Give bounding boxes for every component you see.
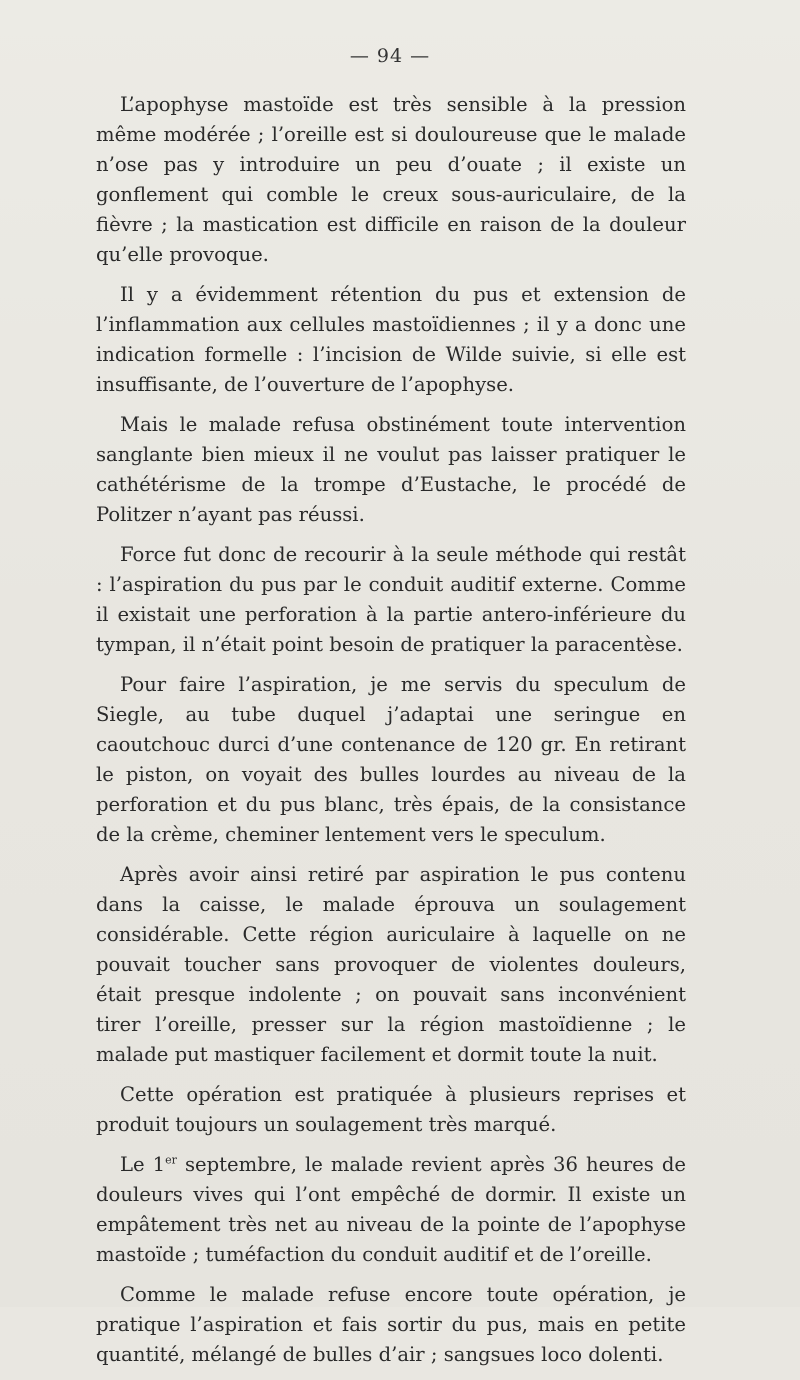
- ordinal-suffix: er: [165, 1153, 177, 1167]
- paragraph-4: Force fut donc de recourir à la seule méthode qui restât : l’aspiration du pus par le conduit auditif externe. Comme il existait une perforation à la partie antero-inférieure du tympan, il n’était point besoin de pratiquer la paracentèse.: [96, 543, 686, 656]
- paragraph-7: Cette opération est pratiquée à plusieurs reprises et produit toujours un soulagement très marqué.: [96, 1083, 686, 1136]
- page-number: — 94 —: [349, 45, 431, 67]
- paragraph-8-start: Le 1: [120, 1153, 166, 1176]
- paragraph-3: Mais le malade refusa obstinément toute intervention sanglante bien mieux il ne voulut pas laisser pratiquer le cathétérisme de la trompe d’Eustache, le procédé de Politzer n’ayant pas réussi.: [96, 413, 686, 526]
- paragraph-8: [96, 1150, 686, 1270]
- paragraph-1: L’apophyse mastoïde est très sensible à la pression même modérée ; l’oreille est si douloureuse que le malade n’ose pas y introduire un peu d’ouate ; il existe un gonflement qui comble le creux sous-auriculaire, de la fièvre ; la mastication est difficile en raison de la douleur qu’elle provoque.: [96, 93, 686, 266]
- body-text: [96, 90, 686, 1380]
- paragraph-8-rest: septembre, le malade revient après 36 heures de douleurs vives qui l’ont empêché de dormir. Il existe un empâtement très net au niveau de la pointe de l’apophyse mastoïde ; tuméfaction du conduit auditif et de l’oreille.: [96, 1153, 686, 1266]
- paragraph-2: Il y a évidemment rétention du pus et extension de l’inflammation aux cellules mastoïdiennes ; il y a donc une indication formelle : l’incision de Wilde suivie, si elle est insuffisante, de l’ouverture de l’apophyse.: [96, 283, 686, 396]
- paragraph-9: Comme le malade refuse encore toute opération, je pratique l’aspiration et fais sortir du pus, mais en petite quantité, mélangé de bulles d’air ; sangsues loco dolenti.: [96, 1283, 686, 1366]
- paragraph-6: Après avoir ainsi retiré par aspiration le pus contenu dans la caisse, le malade éprouva un soulagement considérable. Cette région auriculaire à laquelle on ne pouvait toucher sans provoquer de violentes douleurs, était presque indolente ; on pouvait sans inconvénient tirer l’oreille, presser sur la région mastoïdienne ; le malade put mastiquer facilement et dormit toute la nuit.: [96, 863, 686, 1066]
- paragraph-5: Pour faire l’aspiration, je me servis du speculum de Siegle, au tube duquel j’adaptai une seringue en caoutchouc durci d’une contenance de 120 gr. En retirant le piston, on voyait des bulles lourdes au niveau de la perforation et du pus blanc, très épais, de la consistance de la crème, cheminer lentement vers le speculum.: [96, 673, 686, 846]
